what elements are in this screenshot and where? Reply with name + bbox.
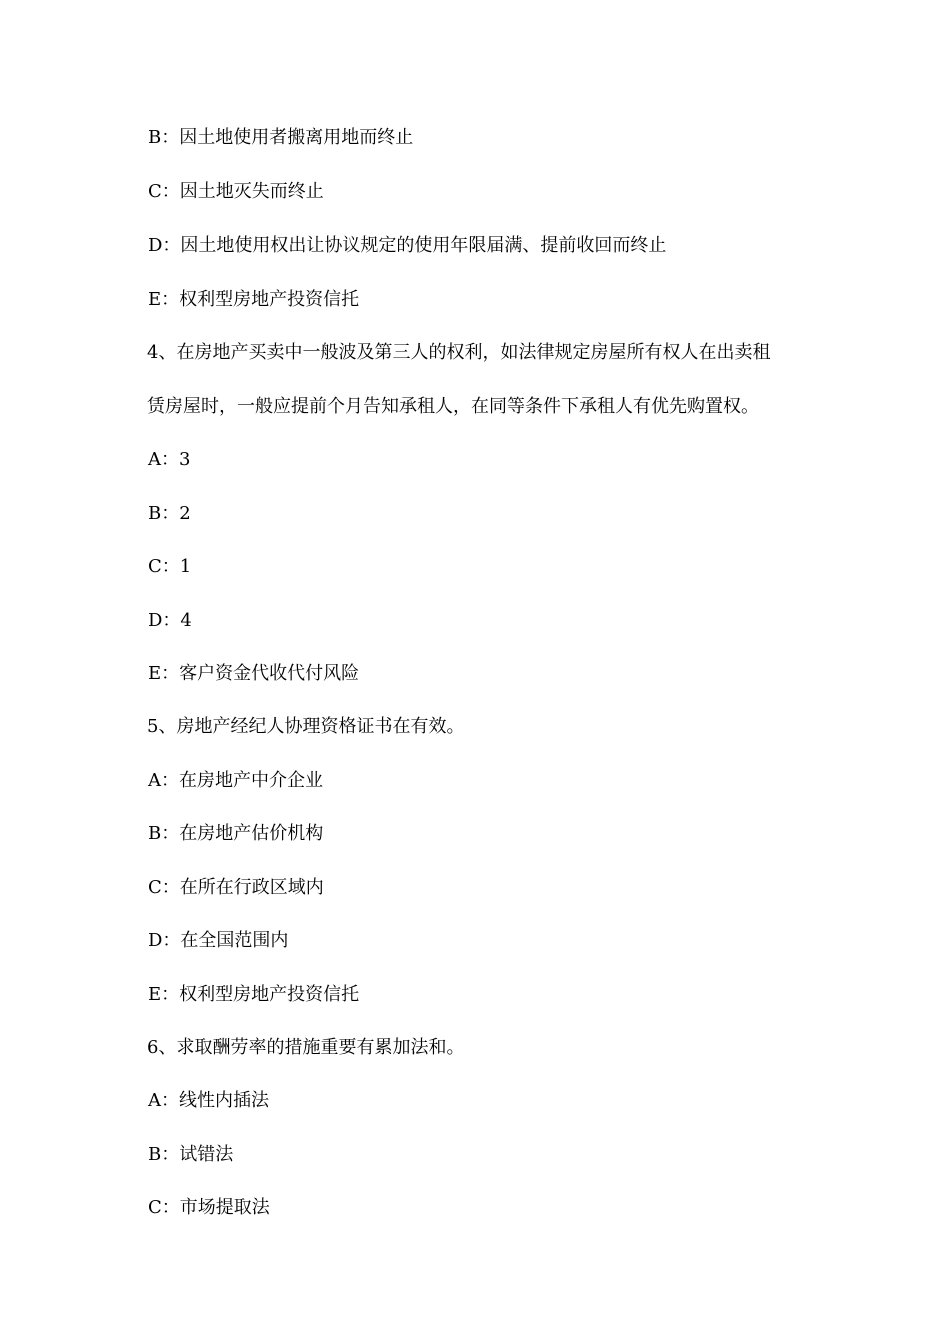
question-4-line-1: 4、在房地产买卖中一般波及第三人的权利，如法律规定房屋所有权人在出卖租 [147,342,771,363]
question-5: 5、房地产经纪人协理资格证书在有效。 [147,716,465,737]
question-4-line-2: 赁房屋时，一般应提前个月告知承租人，在同等条件下承租人有优先购置权。 [147,396,759,417]
option-c-q4: C：1 [148,556,192,577]
option-e-q4: E：客户资金代收代付风险 [148,663,360,684]
option-d-q4: D：4 [148,610,192,631]
option-a-q5: A：在房地产中介企业 [148,770,323,791]
option-d-q5: D：在全国范围内 [148,930,289,951]
question-6: 6、求取酬劳率的措施重要有累加法和。 [147,1037,465,1058]
option-d-q3: D：因土地使用权出让协议规定的使用年限届满、提前收回而终止 [148,235,667,256]
option-c-q3: C：因土地灭失而终止 [148,181,324,202]
option-e-q3: E：权利型房地产投资信托 [148,289,360,310]
option-e-q5: E：权利型房地产投资信托 [148,984,360,1005]
option-b-q4: B：2 [148,503,191,524]
option-b-q5: B：在房地产估价机构 [148,823,324,844]
option-c-q5: C：在所在行政区域内 [148,877,324,898]
option-b-q6: B：试错法 [148,1144,234,1165]
option-a-q6: A：线性内插法 [148,1090,269,1111]
option-b-q3: B：因土地使用者搬离用地而终止 [148,127,414,148]
option-c-q6: C：市场提取法 [148,1197,270,1218]
option-a-q4: A：3 [148,449,191,470]
